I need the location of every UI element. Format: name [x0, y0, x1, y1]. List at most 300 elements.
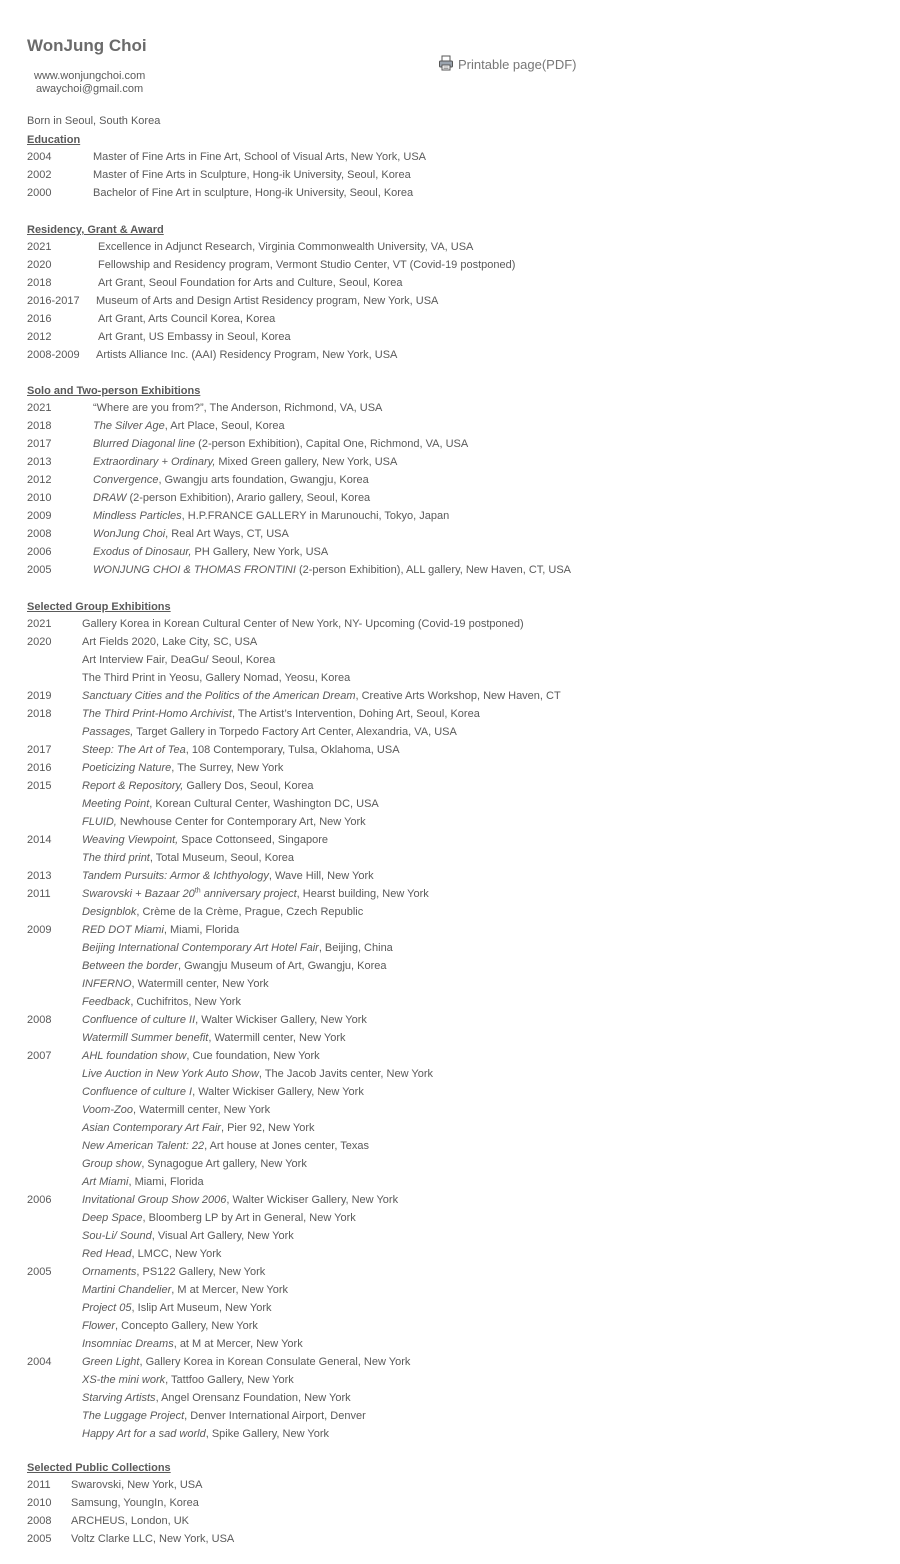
list-item	[27, 1497, 827, 1515]
item-text	[93, 420, 285, 432]
group-section	[27, 600, 827, 1446]
item-title: RED DOT Miami	[82, 924, 164, 936]
item-text: ARCHEUS, London, UK	[71, 1515, 189, 1527]
item-venue: , The Surrey, New York	[171, 762, 284, 774]
item-text	[82, 780, 314, 792]
list-item	[27, 528, 827, 546]
item-text	[82, 744, 400, 756]
item-text	[82, 1284, 288, 1296]
item-title: Red Head	[82, 1248, 132, 1260]
item-text	[93, 456, 397, 468]
list-item	[27, 546, 827, 564]
item-venue: , Watermill center, New York	[208, 1032, 346, 1044]
item-text	[82, 1212, 356, 1224]
item-text	[82, 852, 294, 864]
item-title: Between the border	[82, 960, 179, 972]
item-venue: Space Cottonseed, Singapore	[178, 834, 329, 846]
item-title: Live Auction in New York Auto Show	[82, 1068, 259, 1080]
item-venue: , Spike Gallery, New York	[205, 1428, 329, 1440]
list-item	[27, 295, 827, 313]
item-venue: , Synagogue Art gallery, New York	[141, 1158, 307, 1170]
item-title: Happy Art for a sad world	[82, 1428, 206, 1440]
item-text	[82, 798, 379, 810]
item-text	[82, 1410, 366, 1422]
list-item	[27, 870, 827, 888]
list-item	[27, 1032, 827, 1050]
list-item	[27, 1320, 827, 1338]
list-item	[27, 438, 827, 456]
list-item	[27, 187, 827, 205]
item-year: 2018	[27, 277, 52, 289]
item-year: 2006	[27, 546, 52, 558]
item-year: 2008	[27, 1515, 52, 1527]
item-text	[82, 1266, 265, 1278]
item-venue: , Miami, Florida	[128, 1176, 204, 1188]
item-title: Green Light	[82, 1356, 140, 1368]
item-venue: (2-person Exhibition), ALL gallery, New Haven, CT, USA	[295, 564, 572, 576]
item-venue: , Denver International Airport, Denver	[184, 1410, 366, 1422]
item-text	[82, 1140, 369, 1152]
list-item	[27, 834, 827, 852]
item-title: Extraordinary + Ordinary,	[93, 456, 216, 468]
item-venue: , Hearst building, New York	[296, 888, 429, 900]
list-item	[27, 349, 827, 367]
item-year: 2021	[27, 402, 52, 414]
item-venue: , Korean Cultural Center, Washington DC, USA	[149, 798, 379, 810]
item-venue: Gallery Korea in Korean Cultural Center of New York, NY- Upcoming (Covid-19 postponed)	[82, 618, 524, 630]
item-year: 2019	[27, 690, 52, 702]
list-item	[27, 744, 827, 762]
list-item	[27, 1302, 827, 1320]
list-item	[27, 169, 827, 187]
collections-section	[27, 1461, 827, 1551]
item-text	[82, 960, 387, 972]
item-title: Feedback	[82, 996, 131, 1008]
item-title: Asian Contemporary Art Fair	[82, 1122, 221, 1134]
item-text: Art Grant, Seoul Foundation for Arts and Culture, Seoul, Korea	[98, 277, 403, 289]
item-title: WonJung Choi	[93, 528, 166, 540]
item-title: Voom-Zoo	[82, 1104, 133, 1116]
item-year: 2009	[27, 510, 52, 522]
item-title: Poeticizing Nature	[82, 762, 172, 774]
item-venue: , Visual Art Gallery, New York	[151, 1230, 294, 1242]
item-venue: , Concepto Gallery, New York	[115, 1320, 258, 1332]
item-text: Art Grant, US Embassy in Seoul, Korea	[98, 331, 291, 343]
list-item	[27, 942, 827, 960]
list-item	[27, 708, 827, 726]
item-year: 2005	[27, 1266, 52, 1278]
item-title: Deep Space	[82, 1212, 143, 1224]
item-year: 2012	[27, 474, 52, 486]
item-venue: , at M at Mercer, New York	[173, 1338, 303, 1350]
item-text	[82, 1194, 398, 1206]
list-item	[27, 402, 827, 420]
item-text	[82, 726, 457, 738]
item-title: The Silver Age	[93, 420, 165, 432]
residency-heading: Residency, Grant & Award	[27, 224, 164, 236]
item-text	[82, 762, 283, 774]
item-text	[82, 1302, 272, 1314]
list-item	[27, 996, 827, 1014]
list-item	[27, 1014, 827, 1032]
item-text	[82, 1392, 351, 1404]
list-item	[27, 1266, 827, 1284]
item-text	[82, 1032, 345, 1044]
item-text	[82, 996, 241, 1008]
item-venue: , Walter Wickiser Gallery, New York	[226, 1194, 399, 1206]
item-year: 2006	[27, 1194, 52, 1206]
list-item	[27, 1515, 827, 1533]
collections-list	[27, 1479, 827, 1551]
list-item	[27, 852, 827, 870]
item-title: Report & Repository,	[82, 780, 184, 792]
printable-pdf-link[interactable]	[438, 55, 577, 74]
residency-list	[27, 241, 827, 367]
item-venue: , M at Mercer, New York	[171, 1284, 289, 1296]
list-item	[27, 1533, 827, 1551]
item-year: 2002	[27, 169, 52, 181]
item-venue: , Crème de la Crème, Prague, Czech Republic	[136, 906, 364, 918]
item-year: 2017	[27, 438, 52, 450]
item-title: Group show	[82, 1158, 142, 1170]
list-item	[27, 1338, 827, 1356]
item-year: 2016	[27, 313, 52, 325]
item-venue: Gallery Dos, Seoul, Korea	[183, 780, 314, 792]
item-year: 2014	[27, 834, 52, 846]
list-item	[27, 474, 827, 492]
list-item	[27, 1410, 827, 1428]
item-venue: Target Gallery in Torpedo Factory Art Center, Alexandria, VA, USA	[133, 726, 457, 738]
list-item	[27, 672, 827, 690]
item-title: Blurred Diagonal line	[93, 438, 196, 450]
list-item	[27, 420, 827, 438]
item-text	[82, 1176, 204, 1188]
item-title-superscript: th	[194, 887, 201, 895]
item-venue: , H.P.FRANCE GALLERY in Marunouchi, Tokyo, Japan	[181, 510, 450, 522]
item-year: 2016	[27, 762, 52, 774]
list-item	[27, 1356, 827, 1374]
group-heading: Selected Group Exhibitions	[27, 601, 171, 613]
list-item	[27, 1284, 827, 1302]
education-list	[27, 151, 827, 205]
item-title: New American Talent: 22	[82, 1140, 205, 1152]
item-text	[82, 1374, 294, 1386]
item-venue: , Walter Wickiser Gallery, New York	[195, 1014, 367, 1026]
pdf-link-label: Printable page(PDF)	[458, 57, 577, 72]
list-item	[27, 1194, 827, 1212]
item-venue: , Miami, Florida	[163, 924, 240, 936]
item-title: Confluence of culture II	[82, 1014, 196, 1026]
item-year: 2008	[27, 528, 52, 540]
item-text: Swarovski, New York, USA	[71, 1479, 203, 1491]
item-text	[82, 924, 239, 936]
item-text	[82, 978, 269, 990]
item-title: INFERNO	[82, 978, 132, 990]
list-item	[27, 888, 827, 906]
item-title: Beijing International Contemporary Art Hotel Fair	[82, 942, 319, 954]
item-year: 2017	[27, 744, 52, 756]
item-venue: , Gwangju Museum of Art, Gwangju, Korea	[178, 960, 387, 972]
item-venue: The Third Print in Yeosu, Gallery Nomad, Yeosu, Korea	[82, 672, 351, 684]
item-year: 2013	[27, 456, 52, 468]
item-year: 2021	[27, 241, 52, 253]
residency-section	[27, 223, 827, 367]
item-title: Meeting Point	[82, 798, 150, 810]
list-item	[27, 1104, 827, 1122]
list-item	[27, 492, 827, 510]
item-text	[82, 690, 561, 702]
item-year: 2010	[27, 1497, 52, 1509]
item-title: AHL foundation show	[82, 1050, 187, 1062]
item-venue: , Cuchifritos, New York	[130, 996, 241, 1008]
item-year: 2020	[27, 636, 52, 648]
item-title: Tandem Pursuits: Armor & Ichthyology	[82, 870, 269, 882]
list-item	[27, 1428, 827, 1446]
list-item	[27, 331, 827, 349]
item-text: Voltz Clarke LLC, New York, USA	[71, 1533, 235, 1545]
list-item	[27, 1230, 827, 1248]
list-item	[27, 618, 827, 636]
item-venue: , Pier 92, New York	[220, 1122, 315, 1134]
item-text	[82, 942, 393, 954]
item-venue: , The Jacob Javits center, New York	[258, 1068, 433, 1080]
item-text: Excellence in Adjunct Research, Virginia Commonwealth University, VA, USA	[98, 241, 474, 253]
item-title: The Luggage Project	[82, 1410, 185, 1422]
list-item	[27, 1176, 827, 1194]
item-text: Artists Alliance Inc. (AAI) Residency Program, New York, USA	[96, 349, 398, 361]
solo-heading: Solo and Two-person Exhibitions	[27, 385, 201, 397]
list-item	[27, 1122, 827, 1140]
item-text	[93, 528, 289, 540]
item-title: Watermill Summer benefit	[82, 1032, 209, 1044]
list-item	[27, 1374, 827, 1392]
item-venue: , Gwangju arts foundation, Gwangju, Korea	[158, 474, 369, 486]
list-item	[27, 1479, 827, 1497]
item-text: Bachelor of Fine Art in sculpture, Hong-ik University, Seoul, Korea	[93, 187, 414, 199]
item-venue: , Tattfoo Gallery, New York	[165, 1374, 294, 1386]
item-venue: (2-person Exhibition), Arario gallery, Seoul, Korea	[126, 492, 371, 504]
item-text: Museum of Arts and Design Artist Residency program, New York, USA	[96, 295, 439, 307]
item-venue: , Walter Wickiser Gallery, New York	[192, 1086, 364, 1098]
list-item	[27, 151, 827, 169]
item-venue: , Beijing, China	[318, 942, 393, 954]
item-year: 2000	[27, 187, 52, 199]
item-venue: , Watermill center, New York	[132, 1104, 271, 1116]
item-text	[82, 1248, 221, 1260]
item-year: 2018	[27, 420, 52, 432]
item-venue: Newhouse Center for Contemporary Art, New York	[116, 816, 366, 828]
item-title: Exodus of Dinosaur,	[93, 546, 192, 558]
list-item	[27, 978, 827, 996]
item-year: 2005	[27, 1533, 52, 1545]
item-text	[93, 564, 571, 576]
item-text	[82, 636, 257, 648]
education-heading: Education	[27, 134, 81, 146]
item-text	[82, 888, 429, 900]
item-venue: (2-person Exhibition), Capital One, Richmond, VA, USA	[195, 438, 469, 450]
item-text	[82, 1338, 303, 1350]
item-venue: “Where are you from?”, The Anderson, Richmond, VA, USA	[93, 402, 383, 414]
item-venue: , LMCC, New York	[131, 1248, 222, 1260]
item-text: Samsung, YoungIn, Korea	[71, 1497, 199, 1509]
item-year: 2020	[27, 259, 52, 271]
list-item	[27, 313, 827, 331]
list-item	[27, 1050, 827, 1068]
item-year: 2011	[27, 1479, 51, 1491]
item-text	[82, 618, 524, 630]
item-year: 2016-2017	[27, 295, 80, 307]
item-venue: , Wave Hill, New York	[268, 870, 374, 882]
item-year: 2011	[27, 888, 51, 900]
item-title: The third print	[82, 852, 150, 864]
item-title: Starving Artists	[82, 1392, 156, 1404]
item-text	[82, 1086, 364, 1098]
item-year: 2009	[27, 924, 52, 936]
item-title: Designblok	[82, 906, 137, 918]
item-text	[82, 1050, 320, 1062]
printer-icon	[438, 55, 458, 74]
education-section	[27, 133, 827, 205]
group-list	[27, 618, 827, 1446]
item-title: Mindless Particles	[93, 510, 182, 522]
item-year: 2004	[27, 151, 52, 163]
item-year: 2004	[27, 1356, 52, 1368]
solo-section	[27, 384, 827, 582]
collections-heading: Selected Public Collections	[27, 1462, 171, 1474]
email-link[interactable]: awaychoi@gmail.com	[36, 83, 144, 95]
item-text	[82, 816, 366, 828]
item-venue: , Angel Orensanz Foundation, New York	[155, 1392, 351, 1404]
item-title: DRAW	[93, 492, 127, 504]
item-venue: , Real Art Ways, CT, USA	[165, 528, 289, 540]
item-venue: , Total Museum, Seoul, Korea	[149, 852, 294, 864]
list-item	[27, 636, 827, 654]
item-venue: , The Artist’s Intervention, Dohing Art, Seoul, Korea	[231, 708, 480, 720]
item-venue: Art Interview Fair, DeaGu/ Seoul, Korea	[82, 654, 276, 666]
list-item	[27, 780, 827, 798]
item-venue: , 108 Contemporary, Tulsa, Oklahoma, USA	[185, 744, 400, 756]
item-text	[93, 510, 449, 522]
list-item	[27, 564, 827, 582]
item-title: Weaving Viewpoint,	[82, 834, 179, 846]
list-item	[27, 1068, 827, 1086]
item-text	[82, 1428, 329, 1440]
item-title: Ornaments	[82, 1266, 137, 1278]
list-item	[27, 726, 827, 744]
list-item	[27, 1392, 827, 1410]
list-item	[27, 762, 827, 780]
item-title: FLUID,	[82, 816, 117, 828]
item-text	[93, 546, 328, 558]
list-item	[27, 241, 827, 259]
item-text	[82, 1320, 258, 1332]
item-venue: , Art house at Jones center, Texas	[204, 1140, 369, 1152]
item-text	[82, 1356, 410, 1368]
item-text: Master of Fine Arts in Fine Art, School of Visual Arts, New York, USA	[93, 151, 426, 163]
item-year: 2021	[27, 618, 52, 630]
item-text	[82, 1122, 315, 1134]
item-venue: , Bloomberg LP by Art in General, New York	[142, 1212, 356, 1224]
item-venue: , Islip Art Museum, New York	[131, 1302, 272, 1314]
item-venue: , PS122 Gallery, New York	[136, 1266, 266, 1278]
item-text	[82, 1104, 270, 1116]
artist-name: WonJung Choi	[27, 36, 147, 55]
list-item	[27, 690, 827, 708]
website-link[interactable]: www.wonjungchoi.com	[34, 70, 146, 82]
item-title-continued: anniversary project	[200, 888, 297, 900]
list-item	[27, 960, 827, 978]
item-text	[82, 654, 275, 666]
item-text	[82, 1068, 433, 1080]
list-item	[27, 798, 827, 816]
birthplace: Born in Seoul, South Korea	[27, 115, 161, 127]
item-text	[82, 870, 374, 882]
item-title: WONJUNG CHOI & THOMAS FRONTINI	[93, 564, 296, 576]
item-title: Flower	[82, 1320, 116, 1332]
item-year: 2013	[27, 870, 52, 882]
item-year: 2012	[27, 331, 52, 343]
item-text	[93, 492, 370, 504]
list-item	[27, 277, 827, 295]
item-venue: Art Fields 2020, Lake City, SC, USA	[82, 636, 258, 648]
list-item	[27, 1212, 827, 1230]
item-year: 2007	[27, 1050, 52, 1062]
item-venue: , Gallery Korea in Korean Consulate General, New York	[139, 1356, 411, 1368]
item-text	[93, 438, 468, 450]
item-title: Sou-Li/ Sound	[82, 1230, 152, 1242]
solo-list	[27, 402, 827, 582]
item-title: Art Miami	[82, 1176, 129, 1188]
list-item	[27, 510, 827, 528]
item-year: 2005	[27, 564, 52, 576]
item-text	[82, 1158, 307, 1170]
item-title: Project 05	[82, 1302, 132, 1314]
item-text	[93, 474, 369, 486]
item-title: The Third Print-Homo Archivist	[82, 708, 232, 720]
list-item	[27, 816, 827, 834]
item-venue: , Creative Arts Workshop, New Haven, CT	[355, 690, 561, 702]
item-title: Invitational Group Show 2006	[82, 1194, 227, 1206]
item-text	[82, 834, 328, 846]
item-year: 2015	[27, 780, 52, 792]
item-title: Convergence	[93, 474, 159, 486]
item-venue: , Cue foundation, New York	[186, 1050, 320, 1062]
item-title: Passages,	[82, 726, 134, 738]
item-text	[82, 672, 350, 684]
list-item	[27, 906, 827, 924]
item-text: Art Grant, Arts Council Korea, Korea	[98, 313, 276, 325]
list-item	[27, 259, 827, 277]
item-year: 2008	[27, 1014, 52, 1026]
item-venue: , Watermill center, New York	[131, 978, 269, 990]
item-title: Insomniac Dreams	[82, 1338, 174, 1350]
item-year: 2018	[27, 708, 52, 720]
list-item	[27, 1086, 827, 1104]
item-text	[82, 1014, 367, 1026]
item-venue: PH Gallery, New York, USA	[191, 546, 329, 558]
item-title: XS-the mini work	[82, 1374, 166, 1386]
item-title: Sanctuary Cities and the Politics of the American Dream	[82, 690, 356, 702]
list-item	[27, 654, 827, 672]
item-year: 2008-2009	[27, 349, 80, 361]
contact-block	[34, 70, 145, 96]
item-venue: Mixed Green gallery, New York, USA	[215, 456, 398, 468]
item-title: Steep: The Art of Tea	[82, 744, 186, 756]
item-text	[82, 708, 480, 720]
item-text: Fellowship and Residency program, Vermont Studio Center, VT (Covid-19 postponed)	[98, 259, 516, 271]
item-title: Confluence of culture I	[82, 1086, 193, 1098]
item-venue: , Art Place, Seoul, Korea	[164, 420, 285, 432]
